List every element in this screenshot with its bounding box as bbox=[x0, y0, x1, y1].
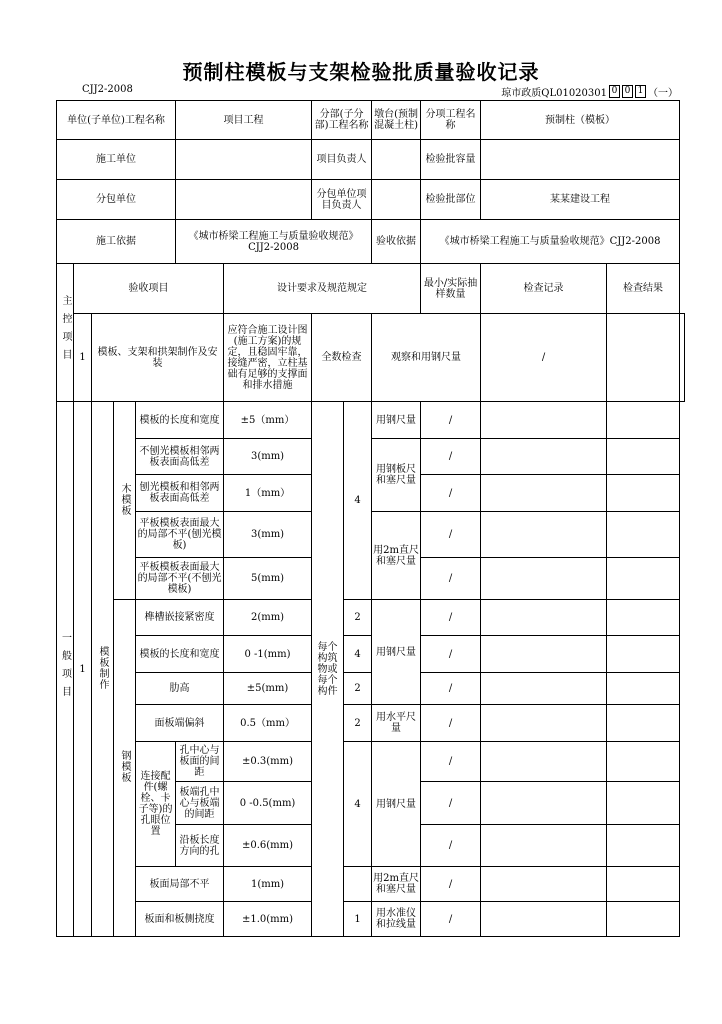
row-method: 用钢尺量 bbox=[372, 600, 421, 705]
row-sample[interactable]: / bbox=[421, 673, 481, 705]
subcontractor-value[interactable] bbox=[176, 180, 312, 220]
batch-capacity-value[interactable] bbox=[481, 140, 680, 180]
row-sample[interactable]: / bbox=[421, 636, 481, 673]
row-item: 板端孔中心与板端的间距 bbox=[176, 782, 224, 825]
row-sample[interactable]: / bbox=[421, 402, 481, 439]
row-method: 用水平尺量 bbox=[372, 705, 421, 742]
column-header-row bbox=[57, 264, 685, 314]
row-requirement: 1（mm） bbox=[224, 475, 312, 512]
row-item: 平板模板表面最大的局部不平(刨光模板) bbox=[136, 512, 224, 558]
row-item: 模板的长度和宽度 bbox=[136, 636, 224, 673]
row-count: 2 bbox=[344, 600, 372, 636]
main-no: 1 bbox=[74, 314, 92, 402]
row-record[interactable] bbox=[481, 402, 607, 439]
row-result[interactable] bbox=[607, 742, 680, 782]
row-sample[interactable]: / bbox=[421, 512, 481, 558]
unit-label: 单位(子单位)工程名称 bbox=[57, 101, 176, 140]
general-label: 一般项目 bbox=[57, 402, 74, 937]
table-row bbox=[57, 867, 685, 902]
batch-location-label: 检验批部位 bbox=[421, 180, 481, 220]
row-method: 用2m直尺和塞尺量 bbox=[372, 867, 421, 902]
row-requirement: 0.5（mm） bbox=[224, 705, 312, 742]
table-row bbox=[57, 902, 685, 937]
table-row bbox=[57, 742, 685, 782]
col-sample: 最小/实际抽样数量 bbox=[421, 264, 481, 314]
main-control-label: 主控项目 bbox=[57, 264, 74, 402]
row-result[interactable] bbox=[607, 705, 680, 742]
acceptance-basis-label: 验收依据 bbox=[372, 220, 421, 264]
main-result[interactable] bbox=[680, 314, 685, 402]
row-result[interactable] bbox=[607, 782, 680, 825]
row-sample[interactable]: / bbox=[421, 902, 481, 937]
row-sample[interactable]: / bbox=[421, 439, 481, 475]
row-count bbox=[344, 867, 372, 902]
row-sample[interactable]: / bbox=[421, 867, 481, 902]
acceptance-basis-value[interactable]: 《城市桥梁工程施工与质量验收规范》CJJ2-2008 bbox=[421, 220, 680, 264]
row-sample[interactable]: / bbox=[421, 742, 481, 782]
row-count-wood: 4 bbox=[344, 402, 372, 600]
row-record[interactable] bbox=[481, 558, 607, 600]
row-record[interactable] bbox=[481, 902, 607, 937]
row-sample[interactable]: / bbox=[421, 600, 481, 636]
division-value[interactable]: 墩台(预制混凝土柱) bbox=[372, 101, 421, 140]
record-digit-1: 0 bbox=[609, 85, 620, 98]
row-item: 沿板长度方向的孔 bbox=[176, 825, 224, 867]
row-sample[interactable]: / bbox=[421, 705, 481, 742]
row-result[interactable] bbox=[607, 825, 680, 867]
batch-capacity-label: 检验批容量 bbox=[421, 140, 481, 180]
record-suffix: （一） bbox=[648, 88, 678, 99]
row-method: 用钢尺量 bbox=[372, 402, 421, 439]
basis-label: 施工依据 bbox=[57, 220, 176, 264]
row-item: 孔中心与板面的间距 bbox=[176, 742, 224, 782]
main-requirement: 应符合施工设计图(施工方案)的规定，且稳固牢靠，接缝严密，立柱基础有足够的支撑面和排水措施 bbox=[224, 314, 312, 402]
main-item: 模板、支架和拱架制作及安装 bbox=[92, 314, 224, 402]
header-row-basis bbox=[57, 220, 685, 264]
header-row-unit bbox=[57, 101, 685, 140]
row-count: 4 bbox=[344, 742, 372, 867]
construction-unit-label: 施工单位 bbox=[57, 140, 176, 180]
header-row-construction bbox=[57, 140, 685, 180]
row-result[interactable] bbox=[607, 673, 680, 705]
row-item: 面板端偏斜 bbox=[136, 705, 224, 742]
row-result[interactable] bbox=[607, 867, 680, 902]
row-method: 用钢尺量 bbox=[372, 742, 421, 867]
main-sample[interactable]: / bbox=[481, 314, 607, 402]
record-prefix: 琼市政质QL01020301 bbox=[501, 88, 607, 99]
subitem-label: 分项工程名称 bbox=[421, 101, 481, 140]
row-requirement: 2(mm) bbox=[224, 600, 312, 636]
row-record[interactable] bbox=[481, 742, 607, 782]
row-requirement: 3(mm) bbox=[224, 512, 312, 558]
row-requirement: 1(mm) bbox=[224, 867, 312, 902]
sub-manager-label: 分包单位项目负责人 bbox=[312, 180, 372, 220]
row-item: 模板的长度和宽度 bbox=[136, 402, 224, 439]
subcontractor-label: 分包单位 bbox=[57, 180, 176, 220]
general-no: 1 bbox=[74, 402, 92, 937]
table-row bbox=[57, 600, 685, 636]
division-label: 分部(子分部)工程名称 bbox=[312, 101, 372, 140]
row-item: 不刨光模板相邻两板表面高低差 bbox=[136, 439, 224, 475]
col-record: 检查记录 bbox=[481, 264, 607, 314]
row-result[interactable] bbox=[607, 902, 680, 937]
wood-label: 木模板 bbox=[114, 402, 136, 600]
row-method: 用2m直尺和塞尺量 bbox=[372, 512, 421, 600]
row-record[interactable] bbox=[481, 475, 607, 512]
row-requirement: ±0.6(mm) bbox=[224, 825, 312, 867]
row-item: 平板模板表面最大的局部不平(不刨光模板) bbox=[136, 558, 224, 600]
row-item: 榫槽嵌接紧密度 bbox=[136, 600, 224, 636]
row-result[interactable] bbox=[607, 512, 680, 558]
row-record[interactable] bbox=[481, 636, 607, 673]
row-record[interactable] bbox=[481, 512, 607, 558]
row-record[interactable] bbox=[481, 673, 607, 705]
row-count: 1 bbox=[344, 902, 372, 937]
row-requirement: ±5(mm) bbox=[224, 673, 312, 705]
row-requirement: 0 -0.5(mm) bbox=[224, 782, 312, 825]
row-record[interactable] bbox=[481, 825, 607, 867]
row-item: 肋高 bbox=[136, 673, 224, 705]
row-sample[interactable]: / bbox=[421, 782, 481, 825]
row-result[interactable] bbox=[607, 636, 680, 673]
standard-code: CJJ2-2008 bbox=[82, 84, 133, 95]
row-item: 刨光模板和相邻两板表面高低差 bbox=[136, 475, 224, 512]
table-row bbox=[57, 705, 685, 742]
record-digit-3: 1 bbox=[635, 85, 646, 98]
row-requirement: ±0.3(mm) bbox=[224, 742, 312, 782]
general-frequency: 每个构筑物或每个构件 bbox=[312, 402, 344, 937]
main-method: 观察和用钢尺量 bbox=[372, 314, 481, 402]
row-record[interactable] bbox=[481, 705, 607, 742]
row-result[interactable] bbox=[607, 475, 680, 512]
row-requirement: 5(mm) bbox=[224, 558, 312, 600]
row-sample[interactable]: / bbox=[421, 558, 481, 600]
row-requirement: ±1.0(mm) bbox=[224, 902, 312, 937]
project-manager-value[interactable] bbox=[372, 140, 421, 180]
construction-unit-value[interactable] bbox=[176, 140, 312, 180]
row-sample[interactable]: / bbox=[421, 825, 481, 867]
row-method: 用钢板尺和塞尺量 bbox=[372, 439, 421, 512]
connector-label: 连接配件(螺栓、卡子等)的孔眼位置 bbox=[136, 742, 176, 867]
inspection-table bbox=[56, 100, 685, 937]
row-item: 板面和板侧挠度 bbox=[136, 902, 224, 937]
col-requirement: 设计要求及规范规定 bbox=[224, 264, 421, 314]
row-result[interactable] bbox=[607, 558, 680, 600]
row-result[interactable] bbox=[607, 600, 680, 636]
row-count: 4 bbox=[344, 636, 372, 673]
record-number bbox=[501, 84, 678, 99]
row-requirement: ±5（mm） bbox=[224, 402, 312, 439]
row-result[interactable] bbox=[607, 402, 680, 439]
row-record[interactable] bbox=[481, 867, 607, 902]
project-manager-label: 项目负责人 bbox=[312, 140, 372, 180]
main-frequency: 全数检查 bbox=[312, 314, 372, 402]
row-sample[interactable]: / bbox=[421, 475, 481, 512]
row-requirement: 0 -1(mm) bbox=[224, 636, 312, 673]
col-item: 验收项目 bbox=[74, 264, 224, 314]
row-item: 板面局部不平 bbox=[136, 867, 224, 902]
row-record[interactable] bbox=[481, 782, 607, 825]
batch-location-value[interactable]: 某某建设工程 bbox=[481, 180, 680, 220]
main-control-row bbox=[57, 314, 685, 402]
row-method: 用水准仪和拉线量 bbox=[372, 902, 421, 937]
main-record[interactable] bbox=[607, 314, 680, 402]
page-title: 预制柱模板与支架检验批质量验收记录 bbox=[182, 60, 540, 84]
table-row bbox=[57, 402, 685, 439]
table-row bbox=[57, 636, 685, 673]
unit-value[interactable]: 项目工程 bbox=[176, 101, 312, 140]
sub-manager-value[interactable] bbox=[372, 180, 421, 220]
row-result[interactable] bbox=[607, 439, 680, 475]
record-digit-2: 0 bbox=[622, 85, 633, 98]
row-count: 2 bbox=[344, 705, 372, 742]
row-record[interactable] bbox=[481, 439, 607, 475]
basis-value[interactable]: 《城市桥梁工程施工与质量验收规范》CJJ2-2008 bbox=[176, 220, 372, 264]
row-count: 2 bbox=[344, 673, 372, 705]
col-result: 检查结果 bbox=[607, 264, 680, 314]
steel-label: 钢模板 bbox=[114, 600, 136, 937]
subitem-value[interactable]: 预制柱（模板） bbox=[481, 101, 680, 140]
general-group: 模板制作 bbox=[92, 402, 114, 937]
row-record[interactable] bbox=[481, 600, 607, 636]
header-row-subcontractor bbox=[57, 180, 685, 220]
table-row bbox=[57, 673, 685, 705]
row-requirement: 3(mm) bbox=[224, 439, 312, 475]
